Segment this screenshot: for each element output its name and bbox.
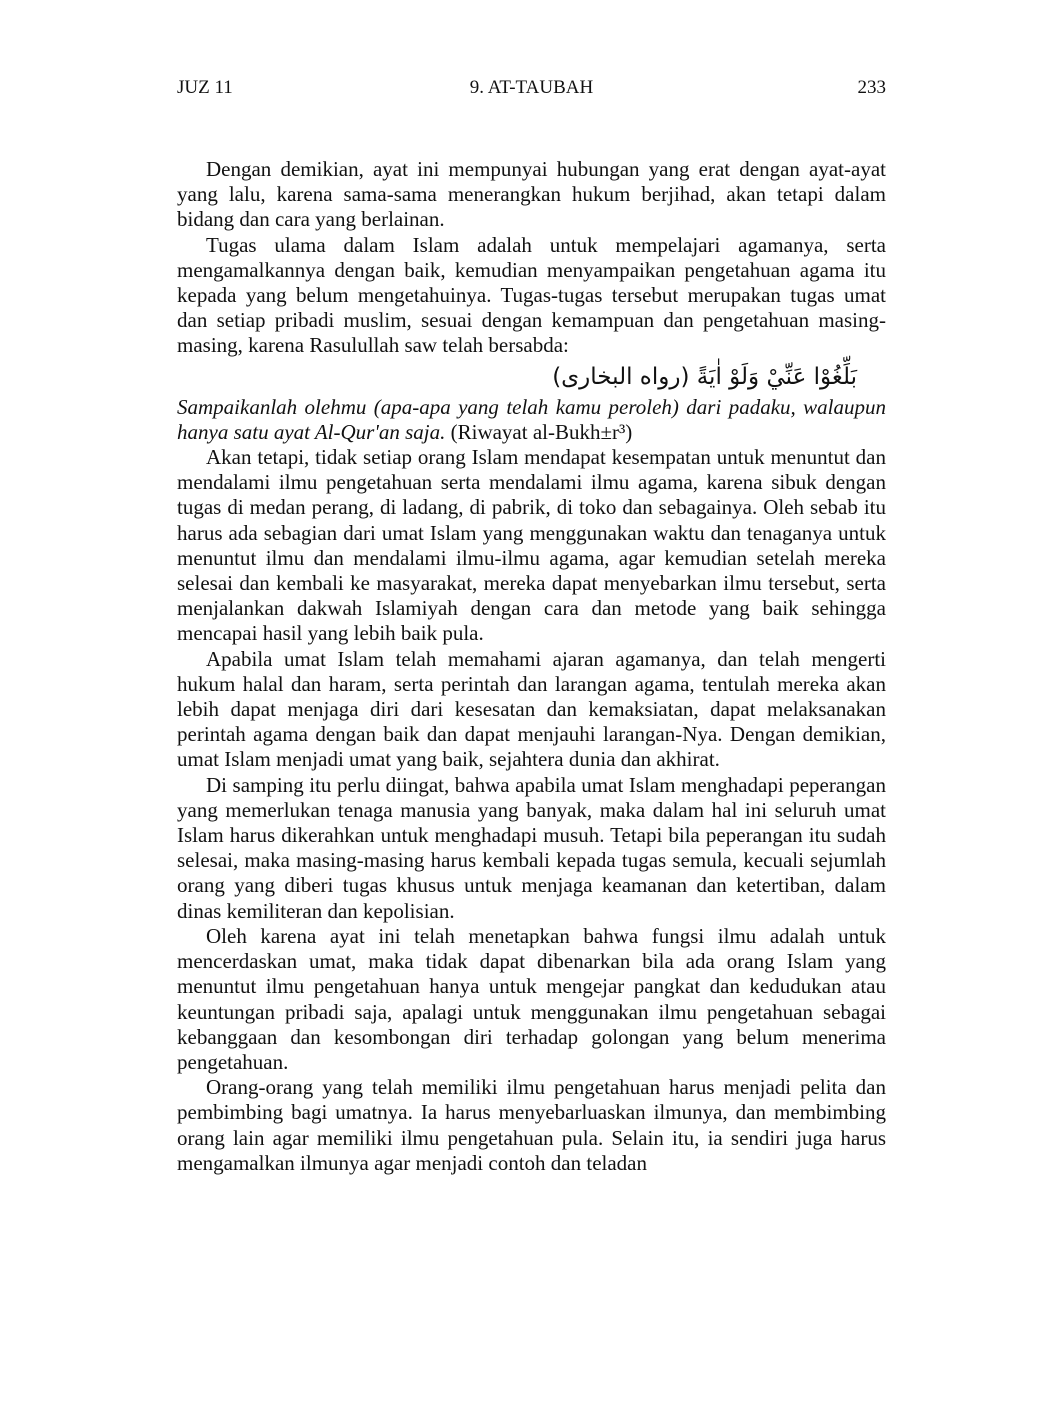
paragraph-1: Dengan demikian, ayat ini mempunyai hubungan yang erat dengan ayat-ayat yang lalu, karena sama-sama menerangkan hukum berjihad, akan tetapi dalam bidang dan cara yang berlainan. — [177, 157, 886, 232]
paragraph-5: Di samping itu perlu diingat, bahwa apabila umat Islam menghadapi peperangan yang memerlukan tenaga manusia yang banyak, maka dalam hal ini seluruh umat Islam harus dikerahkan untuk menghadapi musuh. Tetapi bila peperangan itu sudah selesai, maka masing-masing harus kembali kepada tugas semula, kecuali sejumlah orang yang diberi tugas khusus untuk menjaga keamanan dan ketertiban, dalam dinas kemiliteran dan kepolisian. — [177, 772, 886, 923]
paragraph-4: Apabila umat Islam telah memahami ajaran agamanya, dan telah mengerti hukum halal dan haram, serta perintah dan larangan agama, tentulah mereka akan lebih dapat menjaga diri dari kesesatan dan kemaksiatan, dapat melaksanakan perintah agama dengan baik dan dapat menjauhi larangan-Nya. Dengan demikian, umat Islam menjadi umat yang baik, sejahtera dunia dan akhirat. — [177, 646, 886, 772]
arabic-hadith: بَلِّغُوْا عَنِّيْ وَلَوْ اٰيَةً (رواه البخارى) — [552, 363, 857, 390]
running-header — [177, 74, 886, 102]
surah-title: 9. AT-TAUBAH — [469, 77, 594, 98]
page-number: 233 — [857, 77, 886, 98]
paragraph-7: Orang-orang yang telah memiliki ilmu pengetahuan harus menjadi pelita dan pembimbing bagi umatnya. Ia harus menyebarluaskan ilmunya, dan membimbing orang lain agar memiliki ilmu pengetahuan pula. Selain itu, ia sendiri juga harus mengamalkan ilmunya agar menjadi contoh dan teladan — [177, 1075, 886, 1175]
juz-label: JUZ 11 — [177, 77, 233, 98]
paragraph-3: Akan tetapi, tidak setiap orang Islam mendapat kesempatan untuk menuntut dan mendalami ilmu pengetahuan serta mendalami ilmu agama, karena sibuk dengan tugas di medan perang, di ladang, di pabrik, di toko dan sebagainya. Oleh sebab itu harus ada sebagian dari umat Islam yang menggunakan waktu dan tenaganya untuk menuntut ilmu dan mendalami ilmu-ilmu agama, agar kemudian setelah mereka selesai dan kembali ke masyarakat, mereka dapat menyebarkan ilmu tersebut, serta menjalankan dakwah Islamiyah dengan cara dan metode yang baik sehingga mencapai hasil yang lebih baik pula. — [177, 445, 886, 646]
body-text — [177, 157, 886, 1176]
paragraph-2: Tugas ulama dalam Islam adalah untuk mempelajari agamanya, serta mengamalkannya dengan baik, kemudian menyampaikan pengetahuan agama itu kepada yang belum mengetahuinya. Tugas-tugas tersebut merupakan tugas umat dan setiap pribadi muslim, sesuai dengan kemampuan dan pengetahuan masing-masing, karena Rasulullah saw telah bersabda: — [177, 232, 886, 358]
paragraph-6: Oleh karena ayat ini telah menetapkan bahwa fungsi ilmu adalah untuk mencerdaskan umat, maka tidak dapat dibenarkan bila ada orang Islam yang menuntut ilmu pengetahuan hanya untuk mengejar pangkat dan kedudukan atau keuntungan pribadi saja, apalagi untuk menggunakan ilmu pengetahuan sebagai kebanggaan dan kesombongan diri terhadap golongan yang belum menerima pengetahuan. — [177, 923, 886, 1074]
translation-italic: Sampaikanlah olehmu (apa-apa yang telah kamu peroleh) dari padaku, walaupun hanya satu ayat Al-Qur'an saja. — [177, 394, 886, 444]
translation-source: (Riwayat al-Bukh±r³) — [445, 419, 633, 444]
hadith-translation — [177, 395, 886, 445]
